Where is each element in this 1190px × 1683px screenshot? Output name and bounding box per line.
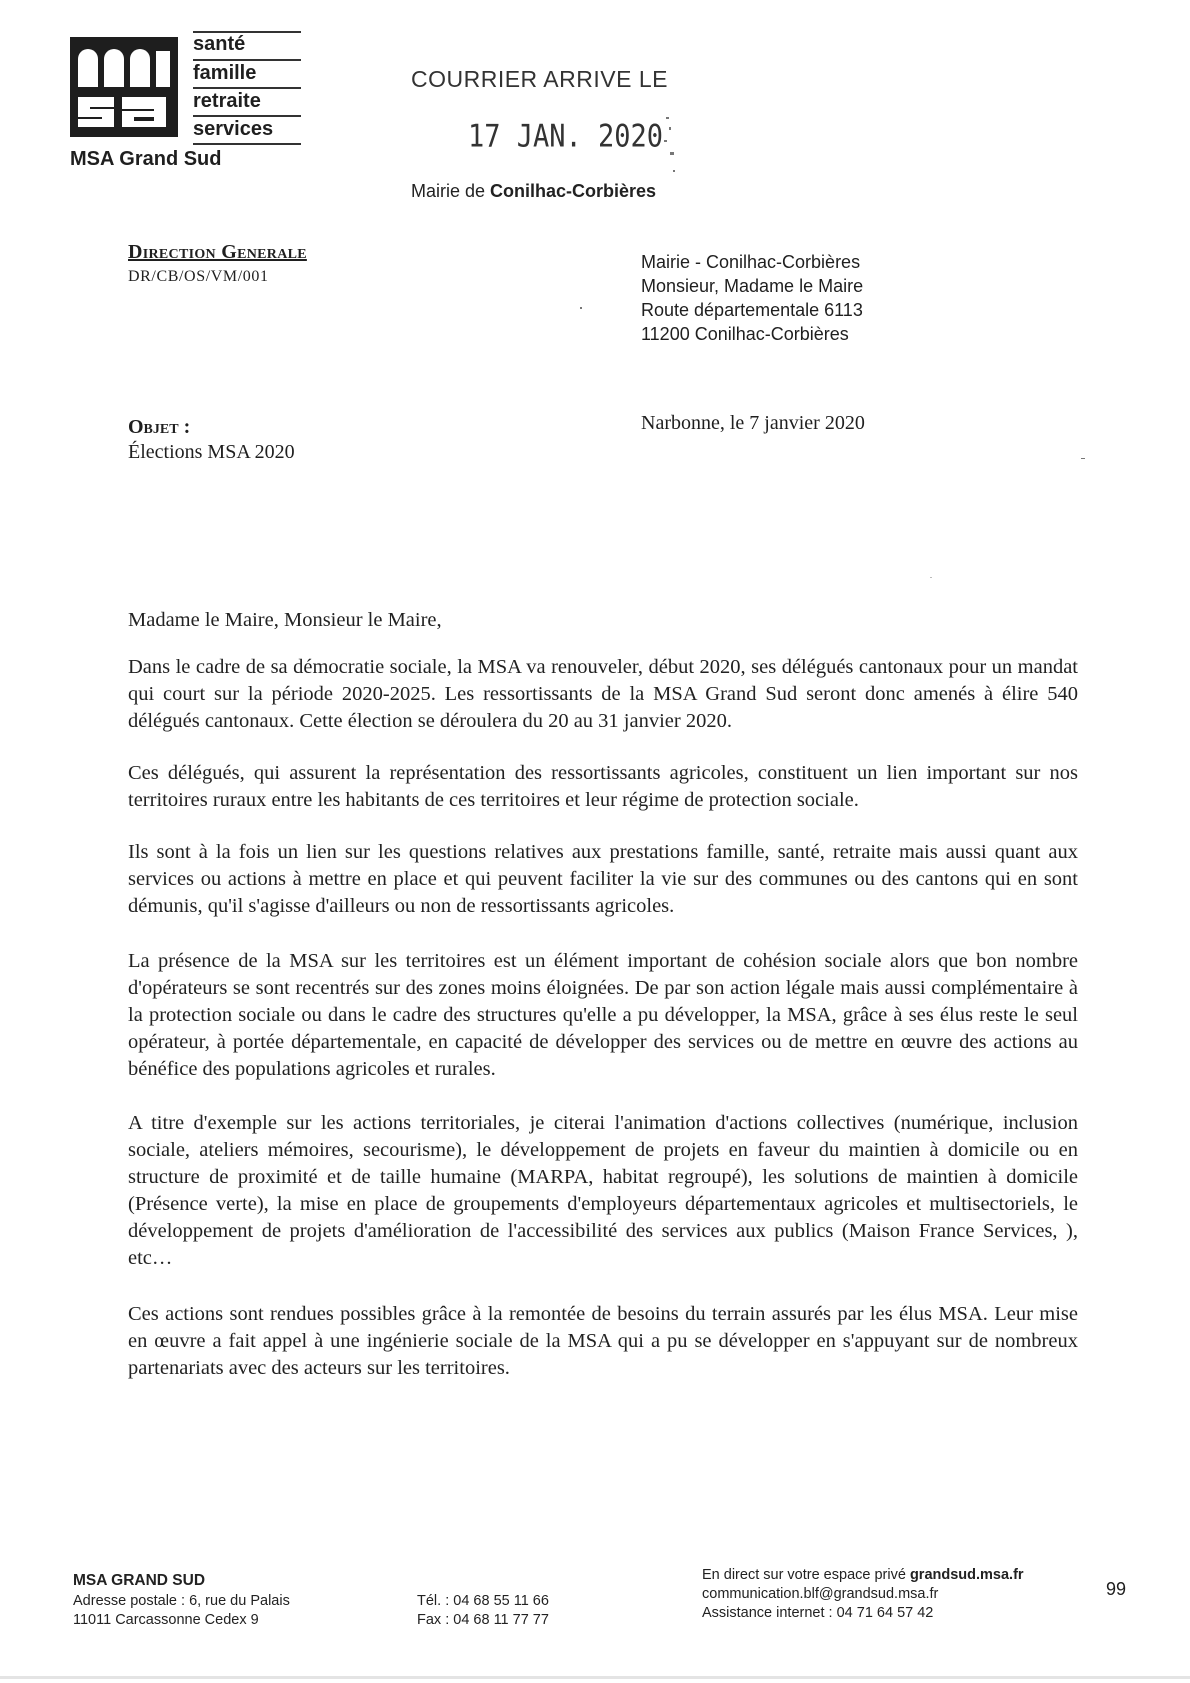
footer-online xyxy=(702,1566,1024,1623)
scan-speck xyxy=(930,577,932,578)
body-paragraph: La présence de la MSA sur les territoires est un élément important de cohésion sociale alors que bon nombre d'opérateurs se sont recentrés sur des zones moins éloignées. De par son action légale mais aussi complémentaire à la protection sociale ou dans le cadre des structures qu'elle a pu développer, la MSA, grâce à ses élus reste le seul opérateur, à portée départementale, en capacité de développer des services ou de mettre en œuvre des actions au bénéfice des populations agricoles et rurales. xyxy=(128,950,1078,1080)
footer-address-line: 11011 Carcassonne Cedex 9 xyxy=(73,1612,259,1628)
recipient-line: Route départementale 6113 xyxy=(641,300,863,320)
logo-tagline xyxy=(193,31,301,145)
body-paragraph: Ces actions sont rendues possibles grâce à la remontée de besoins du terrain assurés par les élus MSA. Leur mise en œuvre a fait appel à une ingénierie sociale de la MSA qui a pu se développer en s'appuyant sur de nombreux partenariats avec des acteurs sur les territoires. xyxy=(128,1303,1078,1379)
logo-word-sante: santé xyxy=(193,31,301,61)
stamp-mairie xyxy=(411,181,656,202)
scan-speck xyxy=(669,127,671,130)
footer-phone-line: Tél. : 04 68 55 11 66 xyxy=(417,1593,549,1609)
logo-word-retraite: retraite xyxy=(193,89,301,117)
footer-website-link[interactable]: grandsud.msa.fr xyxy=(909,1567,1024,1583)
msa-logo xyxy=(70,37,178,137)
body-paragraph: Ces délégués, qui assurent la représentation des ressortissants agricoles, constituent un lien important sur nos territoires ruraux entre les habitants de ces territoires et leur régime de protection sociale. xyxy=(128,762,1078,811)
logo-word-services: services xyxy=(193,117,301,145)
scan-speck xyxy=(673,170,675,172)
body-paragraph: A titre d'exemple sur les actions territoriales, je citerai l'animation d'actions collectives (numérique, inclusion sociale, ateliers mémoires, secourisme), le développement de projets en faveur du maintien à domicile ou en structure de proximité et de taille humaine (MARPA, habitat regroupé), les solutions de maintien à domicile (Présence verte), la mise en place de groupements d'employeurs départementaux agricoles et multisectoriels, le développement de projets d'amélioration de l'accessibilité des services aux publics (Maison France Services, ), etc… xyxy=(128,1112,1078,1269)
scan-speck xyxy=(1081,458,1085,459)
footer-web-prefix: En direct sur votre espace privé xyxy=(702,1567,910,1583)
recipient-address xyxy=(641,250,863,346)
scan-speck xyxy=(580,307,582,309)
scan-speck xyxy=(666,117,669,119)
page-number: 99 xyxy=(1106,1579,1127,1599)
msa-logo-mark-icon xyxy=(70,37,178,137)
footer-address xyxy=(73,1592,290,1630)
stamp-mairie-name: Conilhac-Corbières xyxy=(490,181,657,201)
organization-name: MSA Grand Sud xyxy=(70,148,222,170)
footer-organization: MSA GRAND SUD xyxy=(73,1572,206,1589)
stamp-mairie-prefix: Mairie de xyxy=(411,181,491,201)
recipient-line: Monsieur, Madame le Maire xyxy=(641,276,864,296)
recipient-line: Mairie - Conilhac-Corbières xyxy=(641,252,861,272)
letter-reference: DR/CB/OS/VM/001 xyxy=(128,268,269,285)
direction-title: Direction Generale xyxy=(128,241,307,263)
scan-speck xyxy=(664,140,667,142)
body-paragraph: Dans le cadre de sa démocratie sociale, la MSA va renouveler, début 2020, ses délégués cantonaux pour un mandat qui court sur la période 2020-2025. Les ressortissants de la MSA Grand Sud seront donc amenés à élire 540 délégués cantonaux. Cette élection se déroulera du 20 au 31 janvier 2020. xyxy=(128,656,1078,732)
subject-value: Élections MSA 2020 xyxy=(128,441,295,463)
footer-address-line: Adresse postale : 6, rue du Palais xyxy=(73,1593,290,1609)
body-paragraph: Ils sont à la fois un lien sur les questions relatives aux prestations famille, santé, retraite mais aussi quant aux services ou actions à mettre en place et qui peuvent faciliter la vie sur des communes ou des cantons qui en sont démunis, qu'il s'agisse d'ailleurs ou non de ressortissants agricoles. xyxy=(128,841,1078,917)
footer-phone xyxy=(417,1592,549,1630)
recipient-line: 11200 Conilhac-Corbières xyxy=(641,324,849,344)
stamp-received-label: COURRIER ARRIVE LE xyxy=(411,66,668,92)
scan-speck xyxy=(670,152,674,155)
stamp-received-date: 17 JAN. 2020 xyxy=(468,118,664,155)
salutation: Madame le Maire, Monsieur le Maire, xyxy=(128,609,442,631)
footer-email[interactable]: communication.blf@grandsud.msa.fr xyxy=(702,1586,939,1602)
footer-web-line xyxy=(702,1566,1024,1585)
place-and-date: Narbonne, le 7 janvier 2020 xyxy=(641,412,865,434)
logo-word-famille: famille xyxy=(193,61,301,89)
scan-edge xyxy=(0,1676,1190,1679)
subject-label: Objet : xyxy=(128,416,191,438)
footer-assistance: Assistance internet : 04 71 64 57 42 xyxy=(702,1605,934,1621)
footer-fax-line: Fax : 04 68 11 77 77 xyxy=(417,1612,549,1628)
